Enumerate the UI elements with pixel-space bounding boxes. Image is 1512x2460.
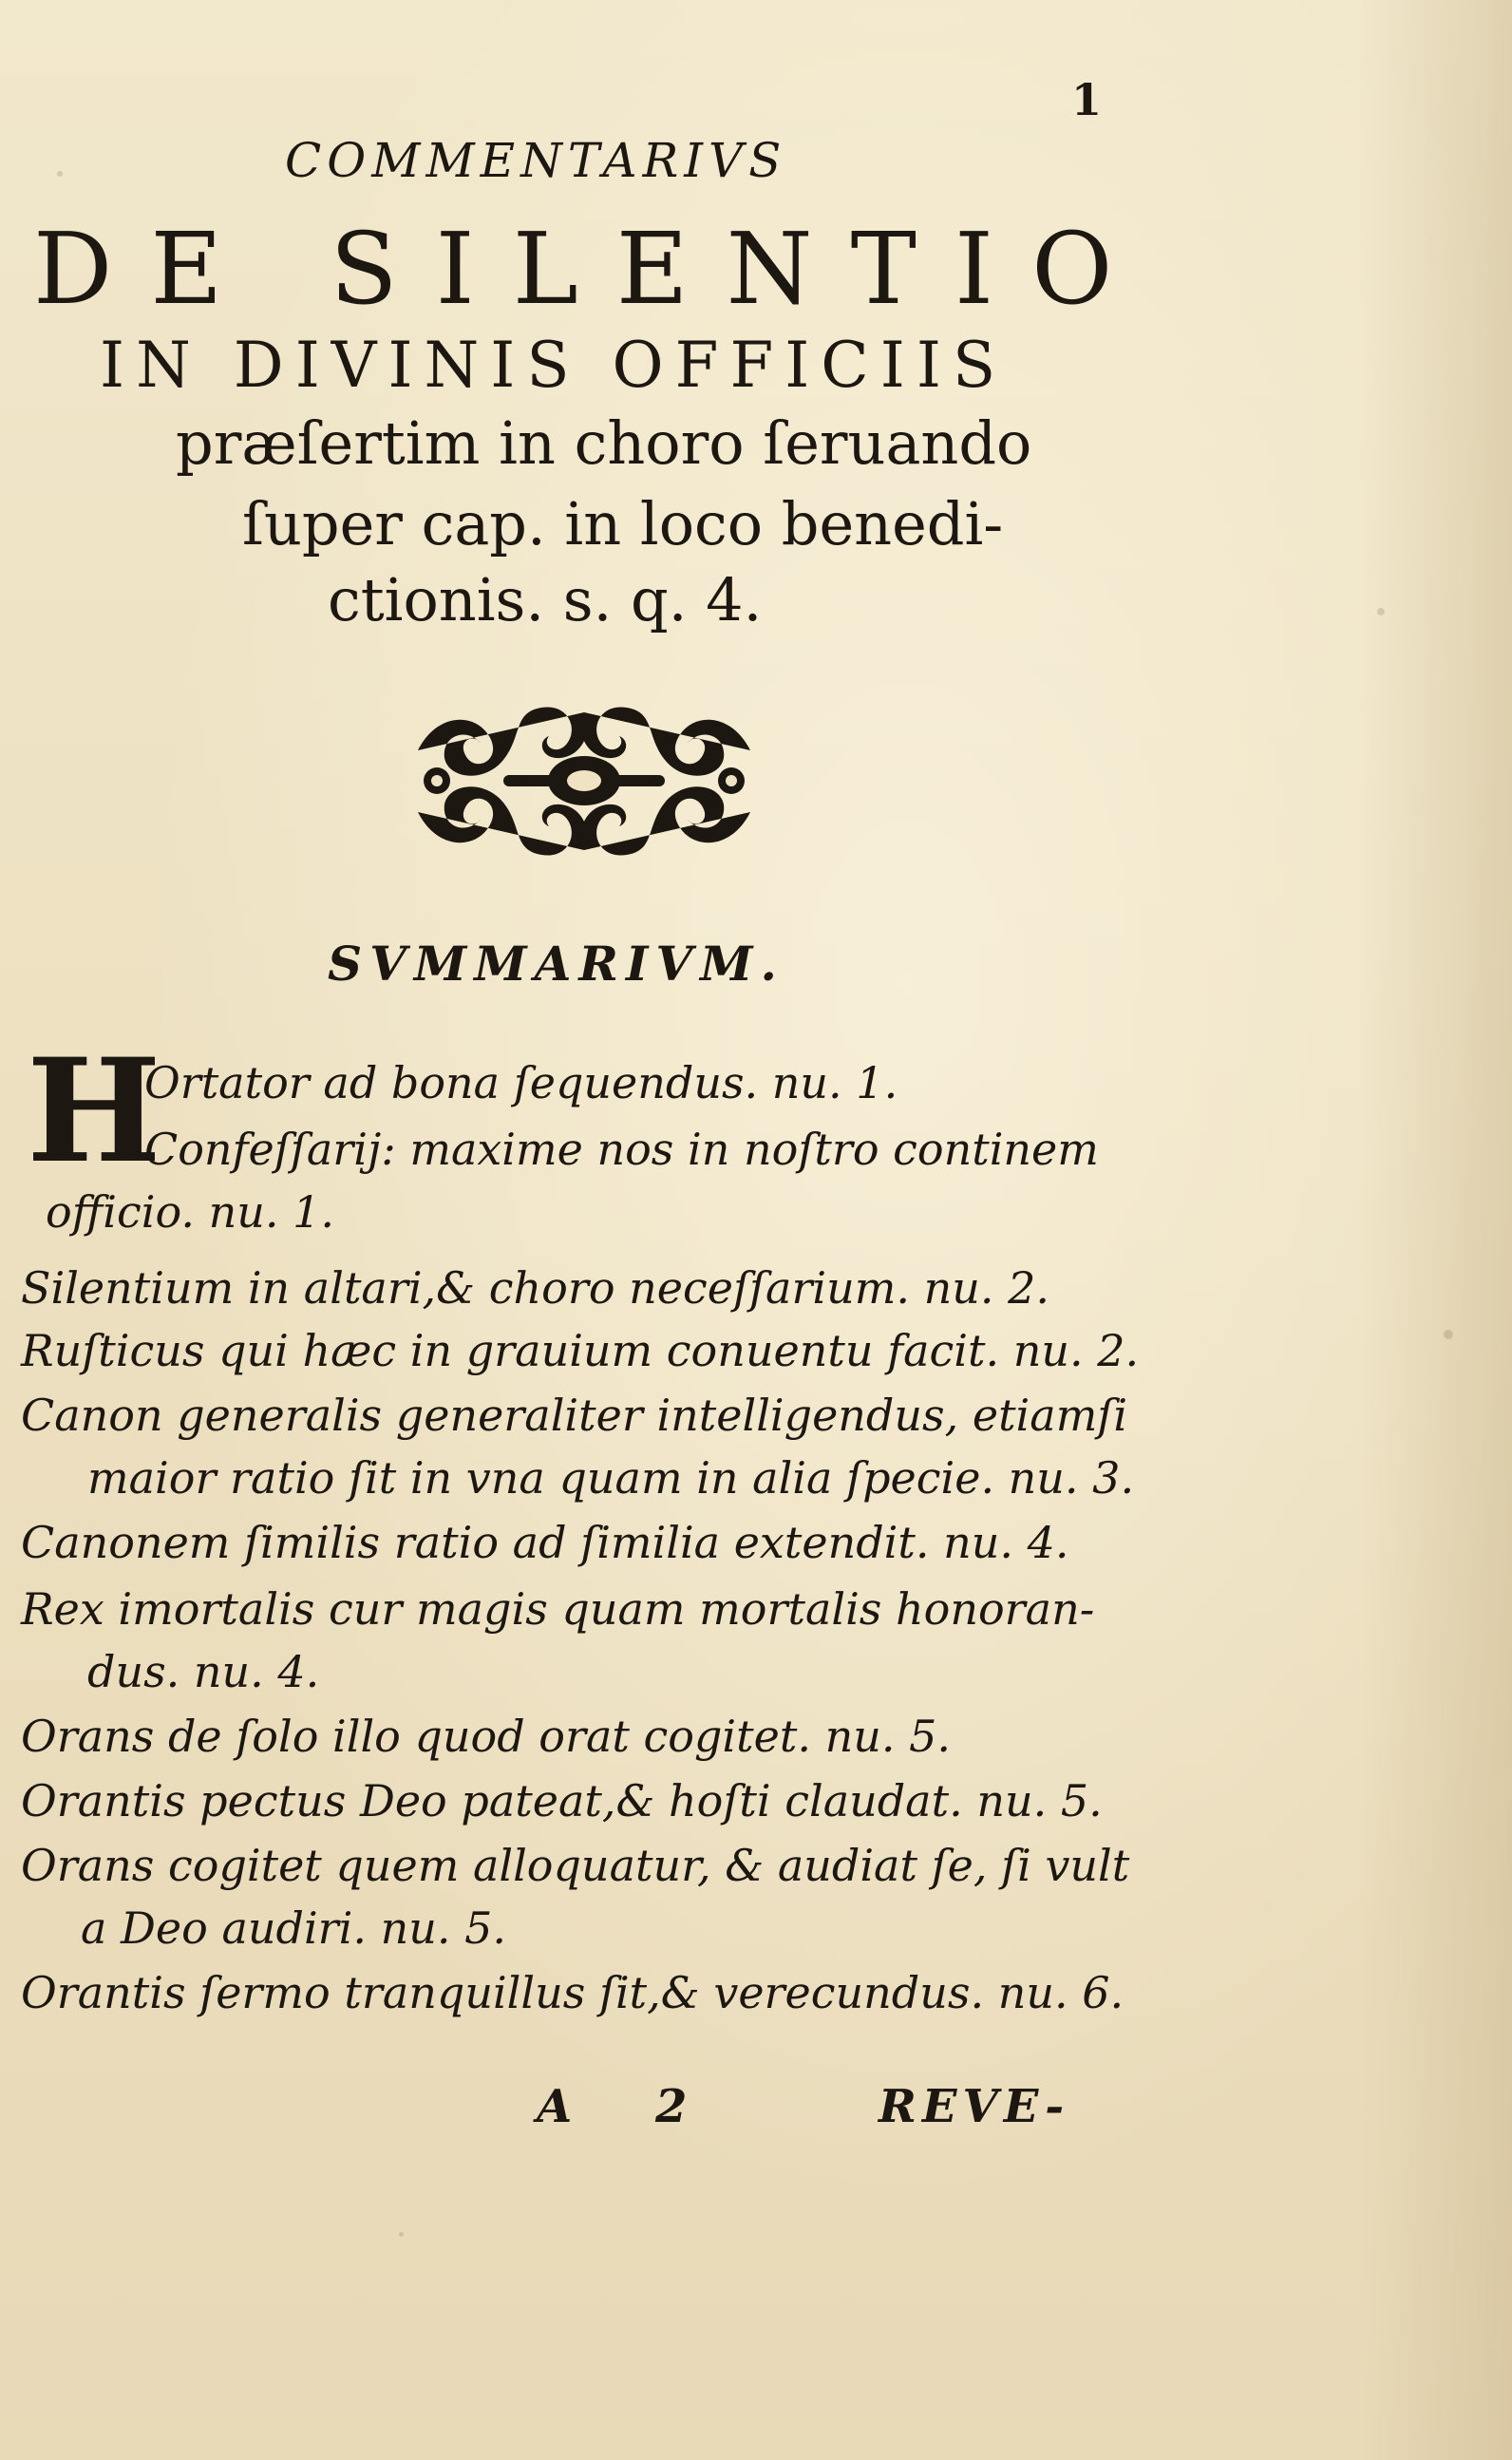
summarium-heading: SVMMARIVM. (328, 936, 784, 992)
catchword: REVE- (879, 2080, 1070, 2133)
summary-entry: Orantis ſermo tranquillus ſit,& verecundus. nu. 6. (21, 1967, 1125, 2018)
paper-speck (1377, 608, 1385, 615)
signature-mark: A (537, 2080, 573, 2133)
title-de-silentio: DE SILENTIO (33, 211, 1151, 327)
title-line-1: præſertim in choro ſeruando (176, 408, 1032, 478)
summary-entry: Canonem ſimilis ratio ad ſimilia extendit. nu. 4. (21, 1517, 1069, 1568)
summary-entry: dus. nu. 4. (87, 1646, 320, 1697)
title-line-3: ctionis. s. q. 4. (328, 565, 763, 634)
summary-entry: Canon generalis generaliter intelligendus, etiamſi (21, 1390, 1128, 1441)
summary-entry: officio. nu. 1. (46, 1186, 334, 1238)
folio-number: 1 (1071, 74, 1103, 125)
fleuron-ornament-icon (399, 693, 769, 869)
paper-speck (57, 171, 63, 177)
summary-entry: Rex imortalis cur magis quam mortalis honoran- (21, 1583, 1095, 1635)
title-in-divinis-officiis: IN DIVINIS OFFICIIS (100, 329, 1008, 402)
paper-speck (1444, 1330, 1453, 1339)
summary-entry: Silentium in altari,& choro neceſſarium. nu. 2. (21, 1262, 1050, 1314)
title-line-2: ſuper cap. in loco benedi- (242, 489, 1004, 558)
signature-number: 2 (655, 2080, 688, 2133)
summary-entry: Orans de ſolo illo quod orat cogitet. nu. 5. (21, 1711, 951, 1762)
page-edge-shadow (1360, 0, 1512, 2460)
title-commentarius: COMMENTARIVS (285, 133, 787, 188)
summary-entry: Confeſſarij: maxime nos in noſtro continem (144, 1124, 1099, 1175)
paper-speck (399, 2232, 404, 2237)
summary-entry: Orans cogitet quem alloquatur, & audiat ſe, ſi vult (21, 1840, 1130, 1891)
summary-entry: Ruſticus qui hæc in grauium conuentu facit. nu. 2. (21, 1325, 1140, 1376)
summary-entry: Orantis pectus Deo pateat,& hoſti claudat. nu. 5. (21, 1775, 1103, 1826)
summary-entry: maior ratio ſit in vna quam in alia ſpecie. nu. 3. (87, 1452, 1135, 1504)
drop-cap-letter: H (27, 1028, 161, 1195)
summary-entry: Ortator ad bona ſequendus. nu. 1. (144, 1057, 898, 1108)
summary-entry: a Deo audiri. nu. 5. (81, 1902, 507, 1954)
